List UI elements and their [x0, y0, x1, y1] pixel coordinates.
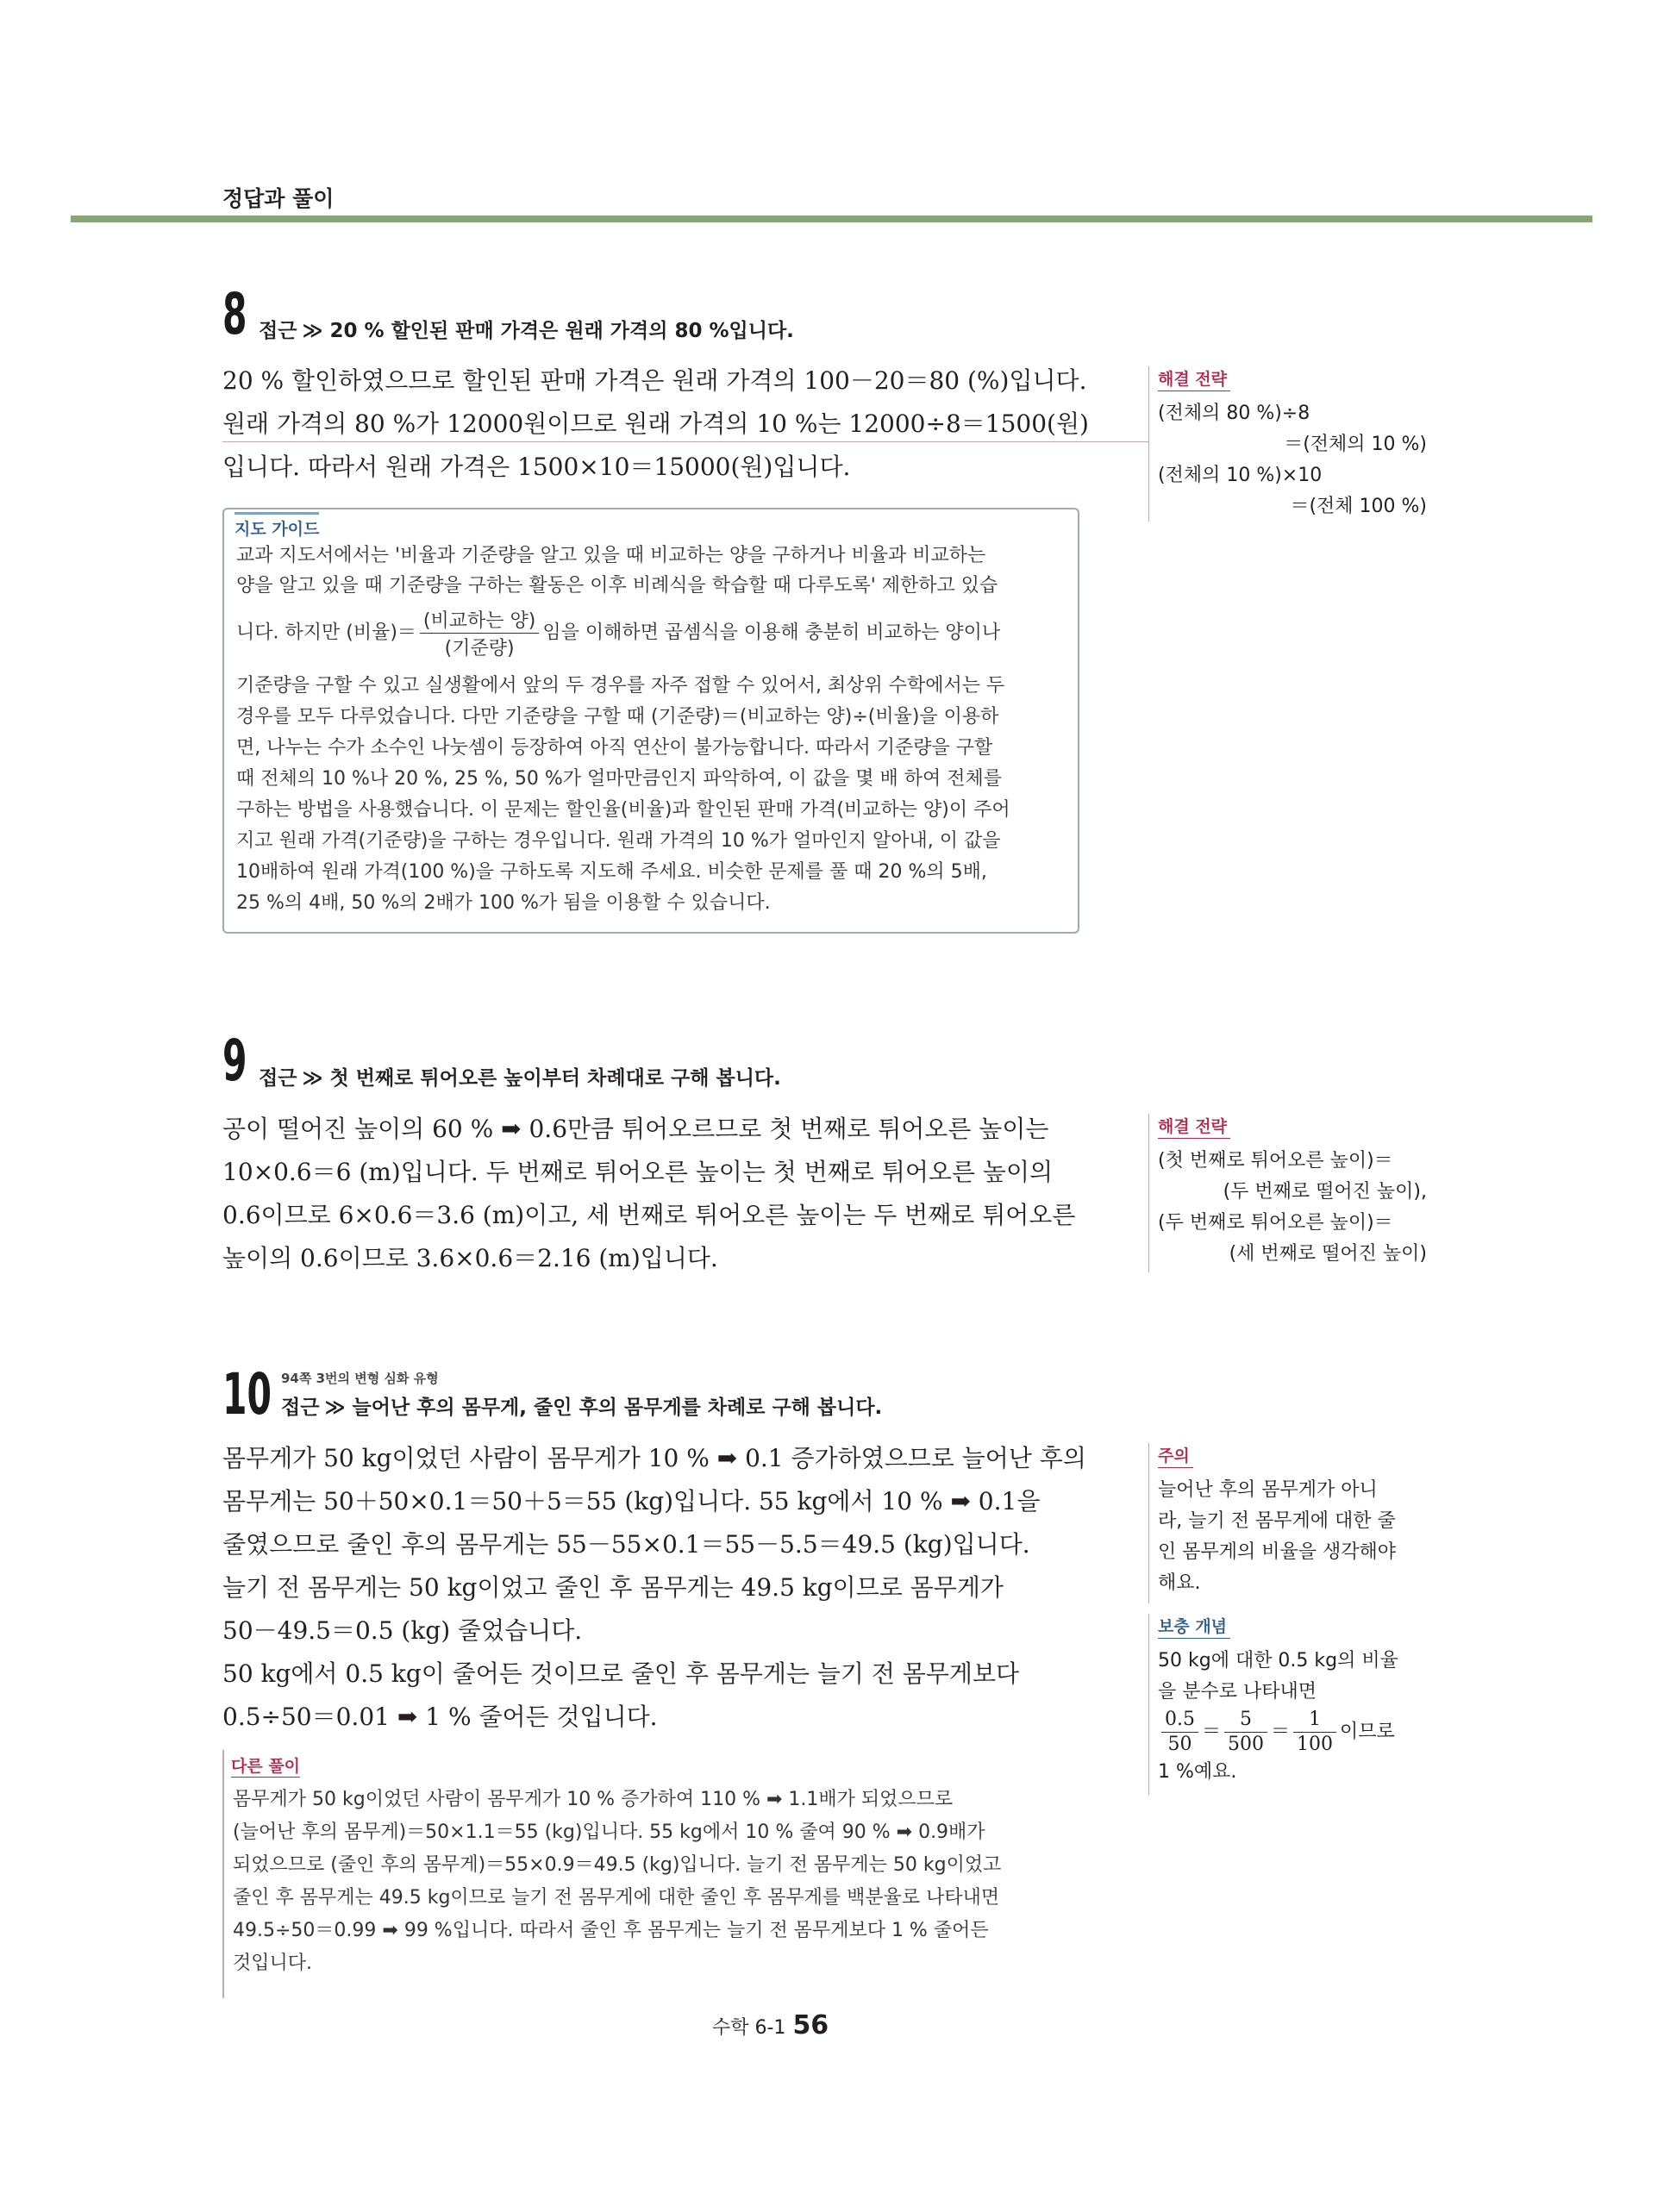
side-tag: 해결 전략 [1158, 366, 1230, 391]
guide-line: 10배하여 원래 가격(100 %)을 구하도록 지도해 주세요. 비슷한 문제를 풀 때 20 %의 5배, [236, 861, 987, 883]
fraction-numerator: (비교하는 양) [420, 606, 539, 634]
book-title: 수학 6-1 [712, 2017, 786, 2039]
side-tag: 해결 전략 [1158, 1114, 1230, 1139]
guide-line-fraction [236, 606, 1000, 660]
alt-line: 49.5÷50＝0.99 ➡ 99 %입니다. 따라서 줄인 후 몸무게는 늘기 전 몸무게보다 1 % 줄어든 [233, 1920, 989, 1941]
body-line: 0.6이므로 6×0.6＝3.6 (m)이고, 세 번째로 튀어오른 높이는 두 번째로 튀어오른 [222, 1201, 1076, 1229]
side-line: 라, 늘기 전 몸무게에 대한 줄 [1158, 1510, 1396, 1532]
body-line: 공이 떨어진 높이의 60 % ➡ 0.6만큼 튀어오르므로 첫 번째로 튀어오른 높이는 [222, 1115, 1049, 1143]
fraction-numerator: 1 [1293, 1708, 1336, 1733]
fraction-numerator: 0.5 [1161, 1708, 1198, 1733]
fraction-denominator: (기준량) [444, 638, 515, 659]
approach-text: 늘어난 후의 몸무게, 줄인 후의 몸무게를 차례로 구해 봅니다. [352, 1397, 883, 1419]
double-chevron-icon: ≫ [302, 1067, 323, 1090]
side-tag: 주의 [1158, 1443, 1193, 1468]
body-line: 늘기 전 몸무게는 50 kg이었고 줄인 후 몸무게는 49.5 kg이므로 몸무게가 [222, 1573, 1004, 1602]
body-line: 몸무게가 50 kg이었던 사람이 몸무게가 10 % ➡ 0.1 증가하였으므로 늘어난 후의 [222, 1444, 1086, 1472]
side-caution-10 [1148, 1443, 1434, 1603]
equals-sign: ＝ [1202, 1721, 1222, 1743]
problem-subtitle: 94쪽 3번의 변형 심화 유형 [281, 1371, 439, 1386]
approach-text: 첫 번째로 튀어오른 높이부터 차례대로 구해 봅니다. [329, 1067, 781, 1090]
side-tag: 보충 개념 [1158, 1614, 1230, 1639]
fraction-denominator: 100 [1297, 1734, 1334, 1755]
fraction-line [1158, 1708, 1434, 1757]
side-line: (세 번째로 떨어진 높이) [1229, 1243, 1427, 1265]
body-line: 50 kg에서 0.5 kg이 줄어든 것이므로 줄인 후 몸무게는 늘기 전 몸무게보다 [222, 1659, 1020, 1688]
body-line: 몸무게는 50＋50×0.1＝50＋5＝55 (kg)입니다. 55 kg에서 10 % ➡ 0.1을 [222, 1487, 1041, 1515]
side-line: ＝(전체의 10 %) [1284, 434, 1427, 455]
approach-9 [259, 1062, 781, 1090]
alt-line: 줄인 후 몸무게는 49.5 kg이므로 늘기 전 몸무게에 대한 줄인 후 몸무게를 백분율로 나타내면 [233, 1887, 1000, 1909]
side-line: (전체의 80 %)÷8 [1158, 403, 1310, 424]
body-line: 원래 가격의 80 %가 12000원이므로 원래 가격의 10 %는 12000÷8＝1500(원) [222, 409, 1089, 438]
approach-text: 20 % 할인된 판매 가격은 원래 가격의 80 %입니다. [329, 320, 794, 342]
page-number: 56 [792, 2010, 829, 2040]
guide-line: 기준량을 구할 수 있고 실생활에서 앞의 두 경우를 자주 접할 수 있어서, 최상위 수학에서는 두 [236, 675, 1005, 697]
fraction [1224, 1708, 1267, 1757]
side-text: 이므로 [1340, 1721, 1395, 1743]
side-line: (두 번째로 떨어진 높이), [1223, 1181, 1427, 1203]
side-line: (두 번째로 튀어오른 높이)＝ [1158, 1212, 1393, 1234]
guide-line: 교과 지도서에서는 '비율과 기준량을 알고 있을 때 비교하는 양을 구하거나 비율과 비교하는 [236, 545, 986, 566]
header-rule [71, 216, 1592, 222]
guide-line: 면, 나누는 수가 소수인 나눗셈이 등장하여 아직 연산이 불가능합니다. 따라서 기준량을 구할 [236, 737, 993, 759]
body-line: 줄였으므로 줄인 후의 몸무게는 55－55×0.1＝55－5.5＝49.5 (kg)입니다. [222, 1530, 1030, 1559]
alt-tag: 다른 풀이 [231, 1753, 300, 1778]
alt-line: 되었으므로 (줄인 후의 몸무게)＝55×0.9＝49.5 (kg)입니다. 늘기 전 몸무게는 50 kg이었고 [233, 1854, 1002, 1876]
guide-line: 경우를 모두 다루었습니다. 다만 기준량을 구할 때 (기준량)＝(비교하는 양)÷(비율)을 이용하 [236, 706, 999, 728]
problem-number-9: 9 [222, 1028, 247, 1094]
guide-line: 구하는 방법을 사용했습니다. 이 문제는 할인율(비율)과 할인된 판매 가격(비교하는 양)이 주어 [236, 799, 1010, 821]
ratio-fraction [420, 606, 539, 660]
side-line: 해요. [1158, 1572, 1201, 1594]
side-line: 인 몸무게의 비율을 생각해야 [1158, 1541, 1397, 1563]
side-line: 1 %예요. [1158, 1761, 1237, 1783]
side-line: (전체의 10 %)×10 [1158, 465, 1323, 486]
problem-number-8: 8 [222, 281, 247, 347]
approach-label: 접근 [281, 1397, 320, 1419]
divider [222, 441, 1148, 442]
header-title: 정답과 풀이 [222, 186, 335, 211]
guide-tag: 지도 가이드 [235, 512, 319, 540]
guide-line: 양을 알고 있을 때 기준량을 구하는 활동은 이후 비례식을 학습할 때 다루도록' 제한하고 있습 [236, 575, 998, 597]
body-line: 0.5÷50＝0.01 ➡ 1 % 줄어든 것입니다. [222, 1703, 658, 1731]
side-line: 늘어난 후의 몸무게가 아니 [1158, 1479, 1378, 1501]
body-line: 50－49.5＝0.5 (kg) 줄었습니다. [222, 1616, 583, 1645]
problem-number-10: 10 [222, 1361, 272, 1428]
fraction-numerator: 5 [1224, 1708, 1267, 1733]
side-line: ＝(전체 100 %) [1290, 496, 1427, 517]
double-chevron-icon: ≫ [324, 1397, 346, 1419]
alt-line: 몸무게가 50 kg이었던 사람이 몸무게가 10 % 증가하여 110 % ➡ 1.1배가 되었으므로 [233, 1789, 954, 1810]
double-chevron-icon: ≫ [302, 320, 323, 342]
guide-line: 25 %의 4배, 50 %의 2배가 100 %가 됨을 이용할 수 있습니다. [236, 892, 771, 914]
alt-line: (늘어난 후의 몸무게)＝50×1.1＝55 (kg)입니다. 55 kg에서 10 % 줄여 90 % ➡ 0.9배가 [233, 1821, 985, 1843]
side-strategy-8 [1148, 366, 1434, 522]
side-line: (첫 번째로 튀어오른 높이)＝ [1158, 1150, 1393, 1172]
approach-10 [281, 1391, 882, 1420]
page-footer [712, 2010, 829, 2040]
body-line: 입니다. 따라서 원래 가격은 1500×10＝15000(원)입니다. [222, 453, 851, 481]
body-line: 높이의 0.6이므로 3.6×0.6＝2.16 (m)입니다. [222, 1244, 718, 1272]
fraction-denominator: 500 [1228, 1734, 1265, 1755]
body-line: 20 % 할인하였으므로 할인된 판매 가격은 원래 가격의 100－20＝80 (%)입니다. [222, 366, 1087, 395]
guide-line: 지고 원래 가격(기준량)을 구하는 경우입니다. 원래 가격의 10 %가 얼마인지 알아내, 이 값을 [236, 830, 1001, 852]
approach-label: 접근 [259, 320, 297, 342]
fraction [1293, 1708, 1336, 1757]
side-line: 50 kg에 대한 0.5 kg의 비율 [1158, 1650, 1398, 1671]
fraction [1161, 1708, 1198, 1757]
equals-sign: ＝ [1271, 1721, 1291, 1743]
side-strategy-9 [1148, 1114, 1434, 1272]
approach-label: 접근 [259, 1067, 297, 1090]
guide-line: 때 전체의 10 %나 20 %, 25 %, 50 %가 얼마만큼인지 파악하여, 이 값을 몇 배 하여 전체를 [236, 768, 1003, 790]
side-concept-10 [1148, 1614, 1434, 1795]
guide-text: 니다. 하지만 (비율)＝ [236, 622, 416, 644]
side-line: 을 분수로 나타내면 [1158, 1681, 1317, 1703]
alt-line: 것입니다. [233, 1953, 313, 1974]
fraction-denominator: 50 [1167, 1734, 1192, 1755]
approach-8 [259, 315, 794, 343]
guide-text: 임을 이해하면 곱셈식을 이용해 충분히 비교하는 양이나 [542, 622, 1001, 644]
body-line: 10×0.6＝6 (m)입니다. 두 번째로 튀어오른 높이는 첫 번째로 튀어오른 높이의 [222, 1158, 1054, 1186]
